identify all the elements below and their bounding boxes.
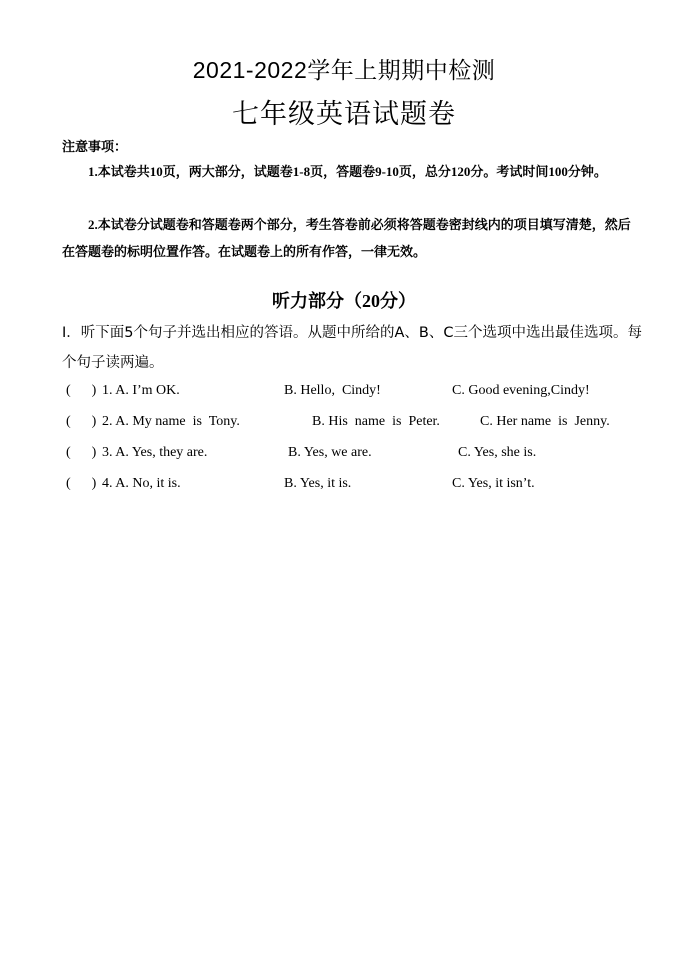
exam-title: 2021-2022学年上期期中检测 [192, 57, 496, 83]
question-option-b: B. Yes, it is. [284, 476, 352, 491]
section-title: 听力部分（20分） [272, 291, 416, 311]
answer-blank[interactable]: ( ) [66, 476, 97, 491]
section-instruction: Ⅰ．听下面5个句子并选出相应的答语。从题中所给的A、B、C三个选项中选出最佳选项。每个句子读两遍。 [62, 325, 642, 371]
question-option-c: C. Her name is Jenny. [480, 414, 610, 429]
question-option-c: C. Yes, she is. [458, 445, 537, 460]
answer-blank[interactable]: ( ) [66, 383, 97, 398]
question-option-b: B. Yes, we are. [288, 445, 372, 460]
question-option-a: 3. A. Yes, they are. [102, 445, 208, 460]
exam-subtitle: 七年级英语试题卷 [232, 99, 456, 129]
question-option-a: 1. A. I’m OK. [102, 383, 180, 398]
notice-item-1: 1.本试卷共10页，两大部分，试题卷1-8页，答题卷9-10页，总分120分。考试时间100分钟。 [88, 164, 607, 179]
question-option-a: 4. A. No, it is. [102, 476, 181, 491]
question-option-b: B. His name is Peter. [312, 414, 440, 429]
notice-item-2: 2.本试卷分试题卷和答题卷两个部分，考生答卷前必须将答题卷密封线内的项目填写清楚，然后在答题卷的标明位置作答。在试题卷上的所有作答，一律无效。 [62, 217, 631, 259]
question-option-b: B. Hello, Cindy! [284, 383, 381, 398]
notice-heading: 注意事项： [62, 139, 128, 154]
question-option-a: 2. A. My name is Tony. [102, 414, 240, 429]
question-option-c: C. Yes, it isn’t. [452, 476, 535, 491]
answer-blank[interactable]: ( ) [66, 445, 97, 460]
answer-blank[interactable]: ( ) [66, 414, 97, 429]
question-option-c: C. Good evening,Cindy! [452, 383, 590, 398]
